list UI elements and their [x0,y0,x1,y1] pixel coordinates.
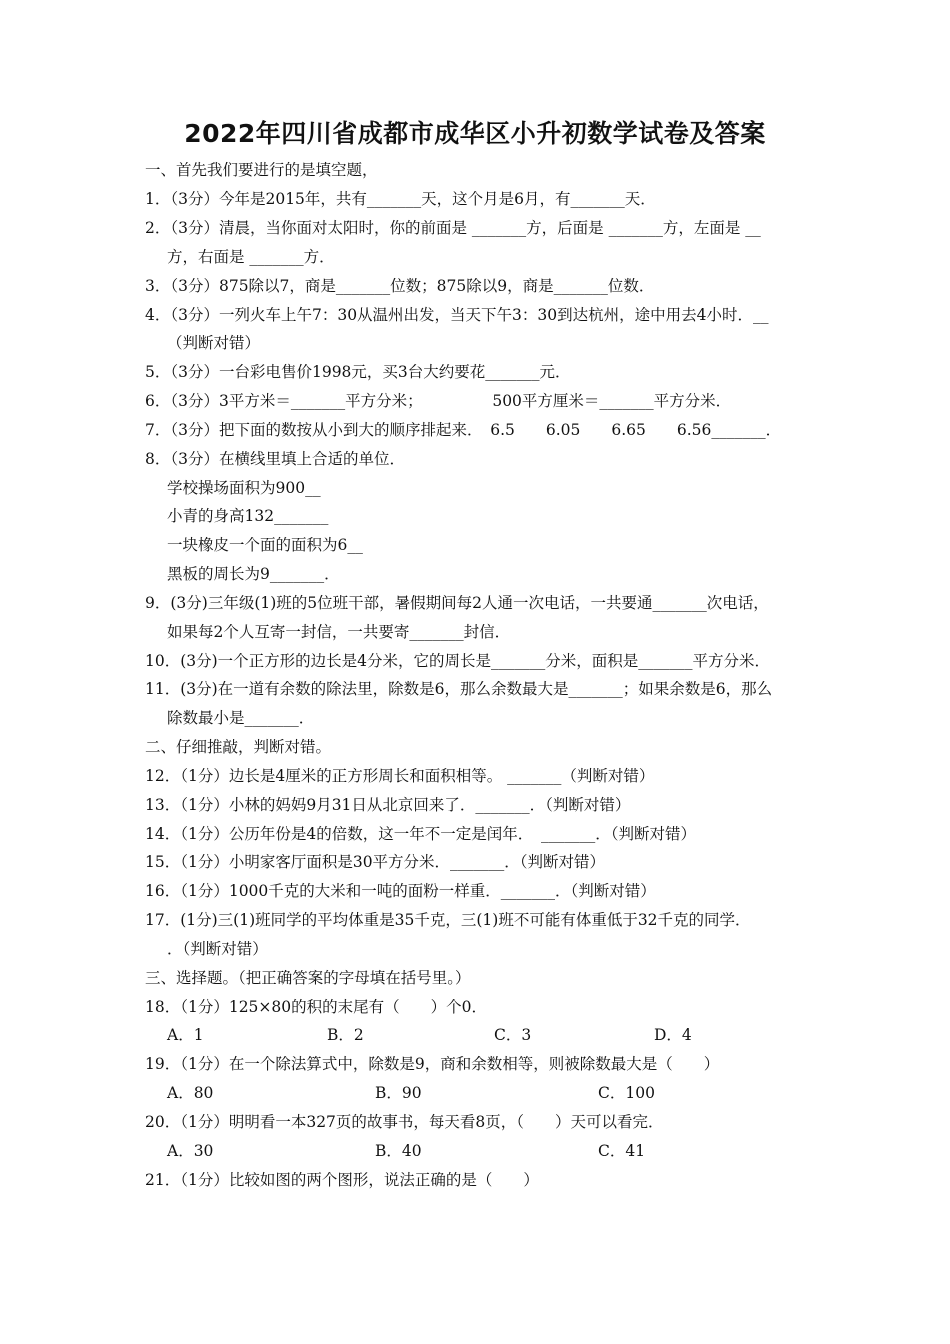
question-line: 5．（3分）一台彩电售价1998元，买3台大约要花_______元． [145,363,571,381]
section-heading: 一、首先我们要进行的是填空题， [145,161,378,179]
question-line: 15．（1分）小明家客厅面积是30平方分米．_______．（判断对错） [145,853,606,871]
question-line: 方，右面是 _______方． [167,248,335,266]
question-line: 黑板的周长为9_______． [167,565,340,583]
question-line: 1．（3分）今年是2015年，共有_______天，这个月是6月，有_______天． [145,190,656,208]
option-b: B．40 [375,1142,422,1160]
option-a: A．1 [167,1026,204,1044]
option-c: C．100 [598,1084,655,1102]
question-line: 21．（1分）比较如图的两个图形，说法正确的是（ ） [145,1171,539,1189]
section-heading: 三、选择题。（把正确答案的字母填在括号里。） [145,969,471,987]
option-c: C．3 [494,1026,532,1044]
question-line: 4．（3分）一列火车上午7：30从温州出发，当天下午3：30到达杭州，途中用去4小时．__ [145,306,769,324]
option-a: A．30 [167,1142,214,1160]
option-b: B．2 [327,1026,364,1044]
question-line: 3．（3分）875除以7，商是_______位数；875除以9，商是_______位数． [145,277,655,295]
question-line: 7．（3分）把下面的数按从小到大的顺序排起来． 6.5 6.05 6.65 6.56_______． [145,421,782,439]
question-line: 16．（1分）1000千克的大米和一吨的面粉一样重．_______．（判断对错） [145,882,656,900]
question-line: 学校操场面积为900__ [167,479,321,497]
question-line: 12．（1分）边长是4厘米的正方形周长和面积相等。 _______（判断对错） [145,767,655,785]
question-line: ．（判断对错） [167,940,268,958]
option-a: A．80 [167,1084,214,1102]
question-line: 14．（1分）公历年份是4的倍数，这一年不一定是闰年． _______．（判断对错） [145,825,696,843]
question-line: 19．（1分）在一个除法算式中，除数是9，商和余数相等，则被除数最大是（ ） [145,1055,720,1073]
question-line: 11．(3分)在一道有余数的除法里，除数是6，那么余数最大是_______；如果余数是6，那么 [145,680,773,698]
question-line: 6．（3分）3平方米＝_______平方分米； 500平方厘米＝_______平方分米． [145,392,732,410]
option-b: B．90 [375,1084,422,1102]
question-line: 除数最小是_______． [167,709,315,727]
question-line: 10．(3分)一个正方形的边长是4分米，它的周长是_______分米，面积是_______平方分米． [145,652,771,670]
question-line: 18．（1分）125×80的积的末尾有（ ）个0． [145,998,487,1016]
section-heading: 二、仔细推敲，判断对错。 [145,738,332,756]
question-line: 9．(3分)三年级(1)班的5位班干部，暑假期间每2人通一次电话，一共要通_______次电话， [145,594,769,612]
question-line: 13．（1分）小林的妈妈9月31日从北京回来了．_______．（判断对错） [145,796,631,814]
exam-title: 2022年四川省成都市成华区小升初数学试卷及答案 [184,119,766,148]
question-line: 如果每2个人互寄一封信，一共要寄_______封信． [167,623,511,641]
option-d: D．4 [654,1026,692,1044]
question-line: 20．（1分）明明看一本327页的故事书，每天看8页，（ ）天可以看完． [145,1113,664,1131]
question-line: 小青的身高132_______ [167,507,329,525]
question-line: 一块橡皮一个面的面积为6__ [167,536,363,554]
question-line: 2．（3分）清晨，当你面对太阳时，你的前面是 _______方，后面是 _______方，左面是 __ [145,219,761,237]
question-line: 17．(1分)三(1)班同学的平均体重是35千克，三(1)班不可能有体重低于32千克的同学． [145,911,751,929]
question-line: 8．（3分）在横线里填上合适的单位． [145,450,405,468]
option-c: C．41 [598,1142,646,1160]
question-line: （判断对错） [167,334,261,352]
